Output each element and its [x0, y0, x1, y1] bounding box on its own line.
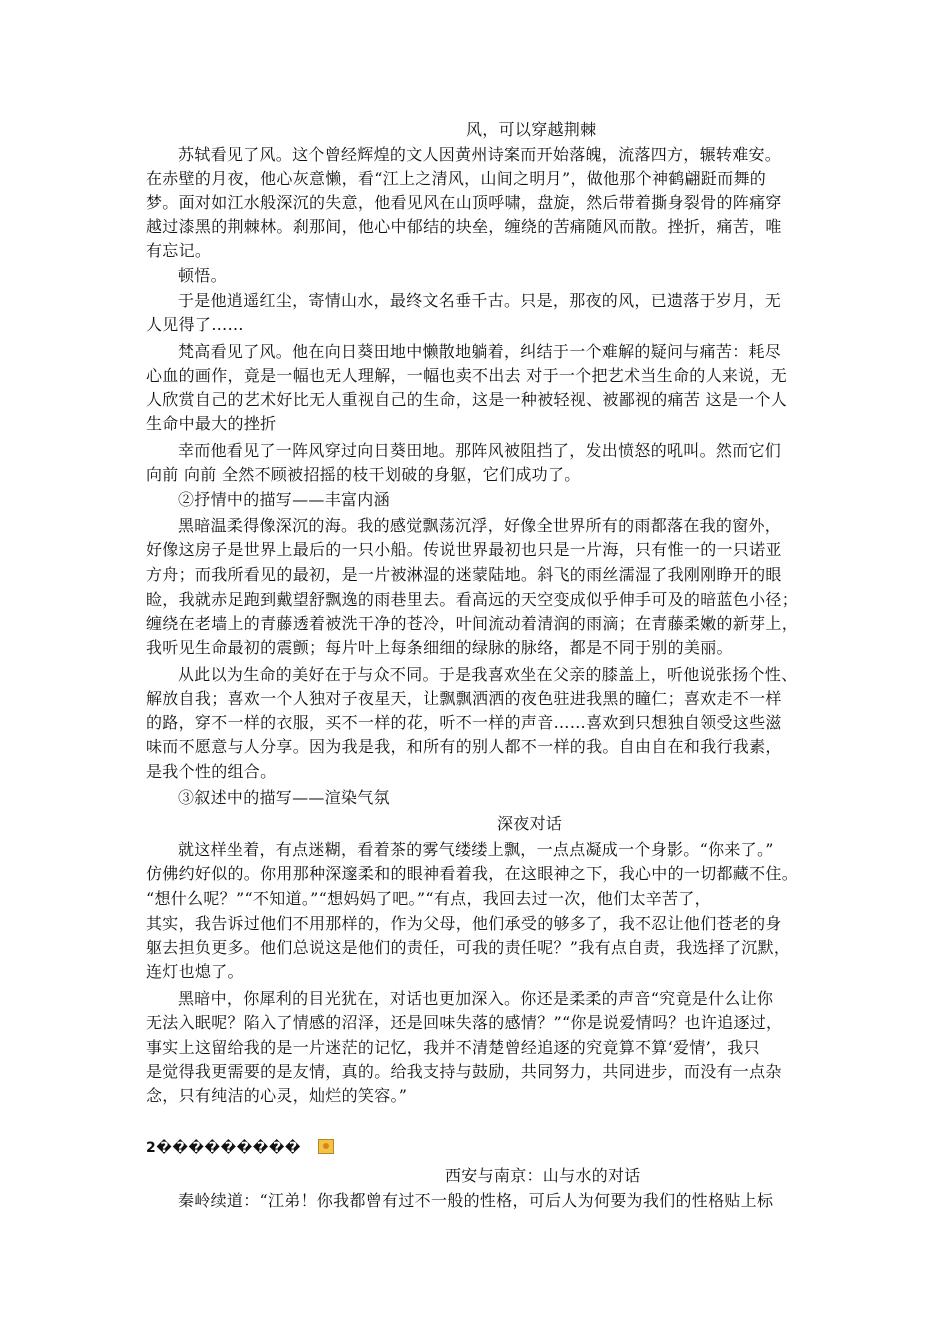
- paragraph-line: 于是他逍遥红尘，寄情山水，最终文名垂千古。只是，那夜的风，已遗落于岁月，无: [178, 291, 782, 310]
- section-heading: ③叙述中的描写——渲染气氛: [178, 788, 390, 807]
- essay-title: 深夜对话: [497, 814, 563, 833]
- paragraph-line: 黑暗温柔得像深沉的海。我的感觉飘荡沉浮，好像全世界所有的雨都落在我的窗外，: [178, 516, 782, 535]
- paragraph-line: 连灯也熄了。: [146, 962, 244, 981]
- attachment-icon[interactable]: [318, 1139, 334, 1154]
- paragraph-line: 是觉得我更需要的是友情，真的。给我支持与鼓励，共同努力，共同进步，而没有一点杂: [146, 1062, 782, 1081]
- paragraph-line: 念，只有纯洁的心灵，灿烂的笑容。”: [146, 1086, 408, 1105]
- paragraph-line: 人见得了……: [146, 315, 244, 334]
- paragraph-line: 是我个性的组合。: [146, 762, 277, 781]
- paragraph-line: 黑暗中，你犀利的目光犹在，对话也更加深入。你还是柔柔的声音“究竟是什么让你: [178, 989, 774, 1008]
- paragraph-line: 的路，穿不一样的衣服，买不一样的花，听不一样的声音……喜欢到只想独自领受这些滋: [146, 713, 782, 732]
- paragraph-line: 苏轼看见了风。这个曾经辉煌的文人因黄州诗案而开始落魄，流落四方，辗转难安。: [178, 145, 782, 164]
- paragraph-line: 人欣赏自己的艺术好比无人重视自己的生命，这是一种被轻视、被鄙视的痛苦 这是一个人: [146, 390, 788, 409]
- paragraph-line: 其实，我告诉过他们不用那样的，作为父母，他们承受的够多了，我不忍让他们苍老的身: [146, 914, 782, 933]
- paragraph-line: 事实上这留给我的是一片迷茫的记忆，我并不清楚曾经追逐的究竟算不算‘爱情’，我只: [146, 1038, 760, 1057]
- paragraph-line: 无法入眠呢？陷入了情感的沼泽，还是回味失落的感情？”“你是说爱情吗？也许追逐过，: [146, 1013, 783, 1032]
- paragraph-line: 向前 向前 全然不顾被招摇的枝干划破的身躯，它们成功了。: [146, 465, 581, 484]
- section-heading: ②抒情中的描写——丰富内涵: [178, 490, 390, 509]
- essay-title: 风，可以穿越荆棘: [466, 120, 597, 139]
- paragraph-line: 幸而他看见了一阵风穿过向日葵田地。那阵风被阻挡了，发出愤怒的吼叫。然而它们: [178, 441, 782, 460]
- paragraph-line: 我听见生命最初的震颤；每片叶上每条细细的绿脉的脉络，都是不同于别的美丽。: [146, 638, 733, 657]
- essay-title: 西安与南京：山与水的对话: [445, 1166, 641, 1185]
- paragraph-line: 顿悟。: [178, 266, 227, 285]
- paragraph-line: “想什么呢？”“不知道。”“想妈妈了吧。”“有点，我回去过一次，他们太辛苦了，: [146, 889, 711, 908]
- paragraph-line: 好像这房子是世界上最后的一只小船。传说世界最初也只是一片海，只有惟一的一只诺亚: [146, 540, 782, 559]
- paragraph-line: 梦。面对如江水般深沉的失意，他看见风在山顶呼啸，盘旋，然后带着撕身裂骨的阵痛穿: [146, 193, 782, 212]
- paragraph-line: 仿佛约好似的。你用那种深邃柔和的眼神看着我，在这眼神之下，我心中的一切都藏不住。: [146, 864, 799, 883]
- paragraph-line: 睑，我就赤足跑到戴望舒飘逸的雨巷里去。看高远的天空变成似乎伸手可及的暗蓝色小径；: [146, 590, 799, 609]
- paragraph-line: 味而不愿意与人分享。因为我是我，和所有的别人都不一样的我。自由自在和我行我素，: [146, 737, 782, 756]
- section-number-heading: 2���������: [146, 1140, 302, 1156]
- paragraph-line: 越过漆黑的荆棘林。刹那间，他心中郁结的块垒，缠绕的苦痛随风而散。挫折，痛苦，唯: [146, 217, 782, 236]
- paragraph-line: 秦岭续道：“江弟！你我都曾有过不一般的性格，可后人为何要为我们的性格贴上标: [178, 1191, 774, 1210]
- paragraph-line: 生命中最大的挫折: [146, 414, 277, 433]
- paragraph-line: 从此以为生命的美好在于与众不同。于是我喜欢坐在父亲的膝盖上，听他说张扬个性、: [178, 665, 798, 684]
- paragraph-line: 方舟；而我所看见的最初，是一片被淋湿的迷蒙陆地。斜飞的雨丝濡湿了我刚刚睁开的眼: [146, 565, 782, 584]
- paragraph-line: 解放自我；喜欢一个人独对子夜星天，让飘飘洒洒的夜色驻进我黑的瞳仁；喜欢走不一样: [146, 689, 782, 708]
- paragraph-line: 躯去担负更多。他们总说这是他们的责任，可我的责任呢？”我有点自责，我选择了沉默，: [146, 938, 791, 957]
- paragraph-line: 梵高看见了风。他在向日葵田地中懒散地躺着，纠结于一个难解的疑问与痛苦：耗尽: [178, 342, 782, 361]
- paragraph-line: 在赤壁的月夜，他心灰意懒，看“江上之清风，山间之明月”，做他那个神鹤翩跹而舞的: [146, 169, 767, 188]
- paragraph-line: 就这样坐着，有点迷糊，看着茶的雾气缕缕上飘，一点点凝成一个身影。“你来了。”: [178, 840, 774, 859]
- paragraph-line: 有忘记。: [146, 241, 212, 260]
- paragraph-line: 心血的画作，竟是一幅也无人理解，一幅也卖不出去 对于一个把艺术当生命的人来说，无: [146, 366, 788, 385]
- paragraph-line: 缠绕在老墙上的青藤透着被洗干净的苍冷，叶间流动着清润的雨滴；在青藤柔嫩的新芽上，: [146, 614, 799, 633]
